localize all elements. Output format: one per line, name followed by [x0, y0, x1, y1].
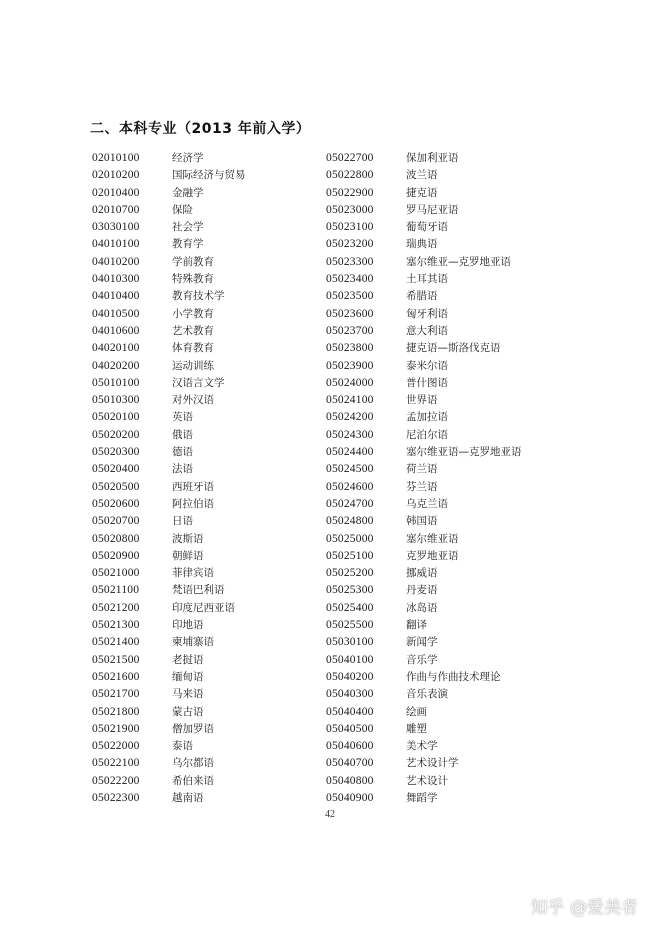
major-name: 菲律宾语 [172, 567, 214, 580]
major-code: 04010200 [92, 255, 140, 268]
major-name: 韩国语 [406, 515, 438, 528]
major-name: 挪威语 [406, 567, 438, 580]
major-code: 05023600 [326, 307, 374, 320]
major-name: 经济学 [172, 152, 204, 164]
major-code: 02010100 [92, 152, 140, 164]
major-name: 丹麦语 [406, 584, 438, 597]
page-number: 42 [325, 809, 335, 820]
major-name: 新闻学 [406, 636, 438, 649]
major-row [326, 202, 522, 219]
major-code: 05024100 [326, 394, 374, 407]
major-code: 04020100 [92, 342, 140, 355]
major-row [92, 409, 246, 426]
major-code: 05022700 [326, 152, 374, 164]
major-row [92, 271, 246, 288]
major-name: 国际经济与贸易 [172, 169, 246, 182]
major-row [326, 375, 522, 392]
major-code: 05021100 [92, 584, 140, 597]
major-code: 05020200 [92, 428, 140, 441]
major-code: 02010400 [92, 186, 140, 199]
major-code: 05020500 [92, 480, 140, 493]
major-row [326, 392, 522, 409]
major-code: 05020100 [92, 411, 140, 424]
major-code: 05023200 [326, 238, 374, 251]
major-row [326, 686, 522, 703]
major-row [326, 513, 522, 530]
major-name: 保险 [172, 203, 193, 216]
major-name: 朝鲜语 [172, 549, 204, 562]
major-code: 02010700 [92, 203, 140, 216]
major-name: 泰语 [172, 740, 193, 753]
major-row [92, 548, 246, 565]
major-name: 捷克语 [406, 186, 438, 199]
major-name: 雕塑 [406, 722, 427, 735]
major-row [326, 617, 522, 634]
major-code: 05021200 [92, 601, 140, 614]
major-name: 塞尔维亚语—克罗地亚语 [406, 446, 522, 459]
major-row [326, 531, 522, 548]
major-code: 05025400 [326, 601, 374, 614]
section-title: 二、本科专业（2013 年前入学） [90, 121, 311, 137]
major-code: 05040100 [326, 653, 374, 666]
major-row [326, 704, 522, 721]
major-name: 普什图语 [406, 376, 448, 389]
major-code: 05020700 [92, 515, 140, 528]
major-name: 音乐学 [406, 653, 438, 666]
major-name: 体育教育 [172, 342, 214, 355]
major-row [92, 634, 246, 651]
major-name: 汉语言文学 [172, 376, 225, 389]
major-row [92, 479, 246, 496]
right-major-list [326, 150, 522, 807]
major-code: 05025000 [326, 532, 374, 545]
major-name: 希伯来语 [172, 774, 214, 787]
major-name: 英语 [172, 411, 193, 424]
major-code: 05022000 [92, 740, 140, 753]
major-name: 僧加罗语 [172, 722, 214, 735]
major-name: 土耳其语 [406, 273, 448, 286]
major-row [326, 790, 522, 807]
major-code: 05023000 [326, 203, 374, 216]
major-name: 翻译 [406, 619, 427, 632]
major-code: 05040800 [326, 774, 374, 787]
major-row [92, 323, 246, 340]
major-name: 小学教育 [172, 307, 214, 320]
major-code: 05040200 [326, 670, 374, 683]
major-row [326, 288, 522, 305]
major-name: 运动训练 [172, 359, 214, 372]
left-major-list [92, 150, 246, 807]
major-code: 05022200 [92, 774, 140, 787]
major-code: 05040300 [326, 688, 374, 701]
major-code: 05040500 [326, 722, 374, 735]
major-row [92, 496, 246, 513]
major-code: 04010100 [92, 238, 140, 251]
major-name: 俄语 [172, 428, 193, 441]
major-code: 05021800 [92, 705, 140, 718]
major-row [92, 444, 246, 461]
major-name: 阿拉伯语 [172, 497, 214, 510]
major-code: 04010600 [92, 324, 140, 337]
major-name: 艺术教育 [172, 324, 214, 337]
major-row [92, 513, 246, 530]
major-code: 05040700 [326, 757, 374, 770]
major-name: 学前教育 [172, 255, 214, 268]
major-name: 冰岛语 [406, 601, 438, 614]
major-row [326, 254, 522, 271]
major-name: 教育学 [172, 238, 204, 251]
major-name: 印地语 [172, 619, 204, 632]
major-name: 波斯语 [172, 532, 204, 545]
major-row [92, 306, 246, 323]
major-code: 05020900 [92, 549, 140, 562]
major-code: 05024200 [326, 411, 374, 424]
major-name: 罗马尼亚语 [406, 203, 459, 216]
major-row [326, 565, 522, 582]
major-row [92, 738, 246, 755]
major-code: 05024600 [326, 480, 374, 493]
major-name: 蒙古语 [172, 705, 204, 718]
major-name: 柬埔寨语 [172, 636, 214, 649]
major-name: 法语 [172, 463, 193, 476]
major-row [326, 669, 522, 686]
major-row [326, 358, 522, 375]
major-row [326, 582, 522, 599]
major-row [326, 479, 522, 496]
major-code: 05021500 [92, 653, 140, 666]
major-code: 05021300 [92, 619, 140, 632]
major-row [326, 755, 522, 772]
major-name: 越南语 [172, 791, 204, 804]
major-name: 舞蹈学 [406, 791, 438, 804]
major-row [92, 288, 246, 305]
major-code: 05025100 [326, 549, 374, 562]
major-code: 05021700 [92, 688, 140, 701]
major-name: 芬兰语 [406, 480, 438, 493]
major-code: 05025500 [326, 619, 374, 632]
major-code: 05021900 [92, 722, 140, 735]
major-name: 金融学 [172, 186, 204, 199]
major-row [326, 306, 522, 323]
major-row [326, 340, 522, 357]
major-row [92, 236, 246, 253]
major-code: 04010400 [92, 290, 140, 303]
major-name: 美术学 [406, 740, 438, 753]
major-row [92, 669, 246, 686]
major-row [326, 323, 522, 340]
major-code: 05040400 [326, 705, 374, 718]
major-name: 乌克兰语 [406, 497, 448, 510]
major-name: 音乐表演 [406, 688, 448, 701]
major-row [92, 461, 246, 478]
major-name: 塞尔维亚语 [406, 532, 459, 545]
major-name: 作曲与作曲技术理论 [406, 670, 501, 683]
major-name: 捷克语—斯洛伐克语 [406, 342, 501, 355]
major-code: 05022900 [326, 186, 374, 199]
major-code: 05030100 [326, 636, 374, 649]
major-row [326, 600, 522, 617]
major-code: 05024400 [326, 446, 374, 459]
major-row [92, 600, 246, 617]
major-code: 05023400 [326, 273, 374, 286]
major-row [92, 150, 246, 167]
major-row [326, 185, 522, 202]
major-row [326, 634, 522, 651]
major-row [326, 652, 522, 669]
major-row [92, 340, 246, 357]
major-name: 波兰语 [406, 169, 438, 182]
major-name: 泰米尔语 [406, 359, 448, 372]
major-name: 艺术设计学 [406, 757, 459, 770]
major-row [92, 531, 246, 548]
major-code: 05021600 [92, 670, 140, 683]
major-name: 匈牙利语 [406, 307, 448, 320]
major-name: 葡萄牙语 [406, 221, 448, 234]
major-code: 05020400 [92, 463, 140, 476]
major-name: 梵语巴利语 [172, 584, 225, 597]
major-name: 荷兰语 [406, 463, 438, 476]
major-name: 社会学 [172, 221, 204, 234]
major-code: 05023900 [326, 359, 374, 372]
major-code: 04010500 [92, 307, 140, 320]
major-code: 05025200 [326, 567, 374, 580]
major-code: 05022800 [326, 169, 374, 182]
major-name: 德语 [172, 446, 193, 459]
major-row [326, 271, 522, 288]
major-name: 绘画 [406, 705, 427, 718]
major-code: 04020200 [92, 359, 140, 372]
major-row [92, 185, 246, 202]
major-name: 教育技术学 [172, 290, 225, 303]
major-row [92, 358, 246, 375]
major-row [92, 167, 246, 184]
major-row [326, 496, 522, 513]
major-row [92, 582, 246, 599]
major-row [326, 461, 522, 478]
major-name: 缅甸语 [172, 670, 204, 683]
watermark: 知乎 @爱美者 [530, 898, 638, 918]
major-row [326, 236, 522, 253]
major-name: 保加利亚语 [406, 152, 459, 164]
major-name: 乌尔都语 [172, 757, 214, 770]
major-row [92, 617, 246, 634]
major-name: 印度尼西亚语 [172, 601, 235, 614]
major-name: 希腊语 [406, 290, 438, 303]
major-code: 02010200 [92, 169, 140, 182]
major-name: 老挝语 [172, 653, 204, 666]
major-row [326, 444, 522, 461]
major-code: 05021400 [92, 636, 140, 649]
major-row [92, 565, 246, 582]
major-code: 05024700 [326, 497, 374, 510]
major-name: 西班牙语 [172, 480, 214, 493]
major-code: 05020300 [92, 446, 140, 459]
major-row [326, 219, 522, 236]
major-row [92, 652, 246, 669]
major-code: 05040900 [326, 791, 374, 804]
major-code: 05022300 [92, 791, 140, 804]
major-code: 05040600 [326, 740, 374, 753]
major-code: 05020600 [92, 497, 140, 510]
major-row [92, 375, 246, 392]
major-code: 05023500 [326, 290, 374, 303]
major-code: 05023300 [326, 255, 374, 268]
major-code: 05020800 [92, 532, 140, 545]
major-row [92, 755, 246, 772]
major-name: 日语 [172, 515, 193, 528]
major-name: 特殊教育 [172, 273, 214, 286]
major-row [92, 790, 246, 807]
major-code: 05024500 [326, 463, 374, 476]
major-row [326, 773, 522, 790]
major-code: 05023100 [326, 221, 374, 234]
major-name: 对外汉语 [172, 394, 214, 407]
major-name: 世界语 [406, 394, 438, 407]
major-row [92, 254, 246, 271]
major-row [326, 721, 522, 738]
major-code: 05021000 [92, 567, 140, 580]
major-row [92, 427, 246, 444]
major-row [326, 150, 522, 167]
major-row [92, 686, 246, 703]
major-code: 05024800 [326, 515, 374, 528]
major-name: 尼泊尔语 [406, 428, 448, 441]
major-row [92, 219, 246, 236]
major-name: 艺术设计 [406, 774, 448, 787]
major-code: 05024000 [326, 376, 374, 389]
major-row [326, 738, 522, 755]
major-row [92, 721, 246, 738]
major-row [326, 167, 522, 184]
major-code: 05024300 [326, 428, 374, 441]
major-code: 05022100 [92, 757, 140, 770]
major-code: 03030100 [92, 221, 140, 234]
major-name: 孟加拉语 [406, 411, 448, 424]
major-row [326, 409, 522, 426]
major-row [92, 773, 246, 790]
major-row [92, 202, 246, 219]
major-name: 克罗地亚语 [406, 549, 459, 562]
major-code: 05010300 [92, 394, 140, 407]
major-name: 意大利语 [406, 324, 448, 337]
major-code: 05023800 [326, 342, 374, 355]
major-name: 塞尔维亚—克罗地亚语 [406, 255, 511, 268]
major-name: 马来语 [172, 688, 204, 701]
major-row [92, 392, 246, 409]
major-row [326, 548, 522, 565]
major-code: 05025300 [326, 584, 374, 597]
major-code: 05023700 [326, 324, 374, 337]
major-code: 04010300 [92, 273, 140, 286]
major-code: 05010100 [92, 376, 140, 389]
major-row [92, 704, 246, 721]
major-name: 瑞典语 [406, 238, 438, 251]
major-row [326, 427, 522, 444]
